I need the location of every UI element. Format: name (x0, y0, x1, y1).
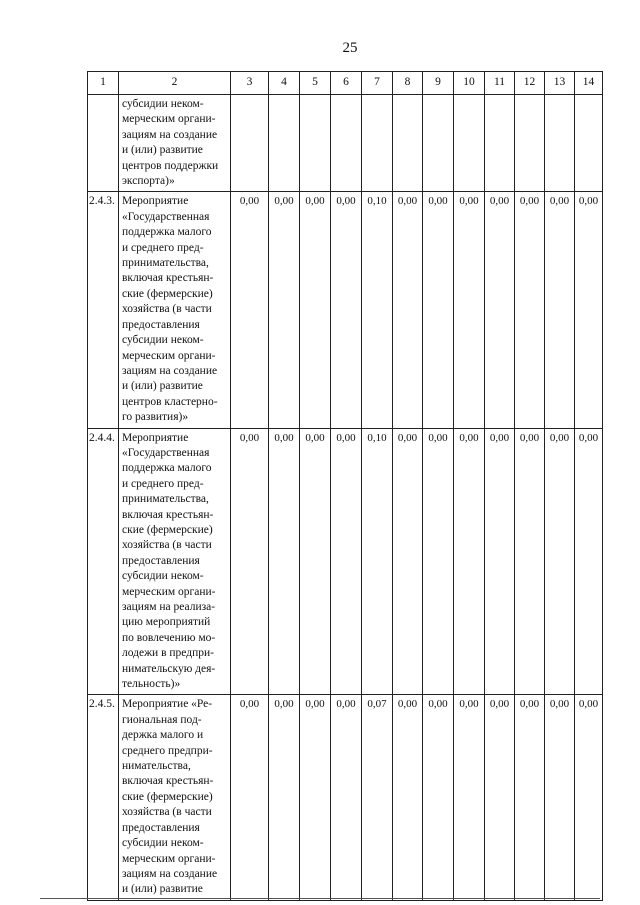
column-header: 9 (423, 72, 454, 95)
table-row (88, 695, 603, 900)
description-line: зациям на создание (122, 128, 218, 141)
budget-table (87, 71, 603, 901)
description-line: лодежи в предпри- (122, 647, 214, 660)
description-line: зациям на создание (122, 867, 218, 880)
value-cell: 0,00 (515, 192, 545, 428)
value-cell: 0,00 (515, 695, 545, 900)
value-cell (231, 95, 269, 192)
description-line: нимательскую дея- (122, 662, 216, 675)
value-cell: 0,00 (393, 192, 423, 428)
description-line: Мероприятие (122, 431, 189, 444)
description-line: держка малого и (122, 729, 204, 742)
value-cell: 0,07 (362, 695, 393, 900)
description-line: «Государственная (122, 210, 210, 223)
description-line: центров поддержки (122, 159, 219, 172)
description-line: ские (фермерские) (122, 790, 213, 803)
column-header: 14 (575, 72, 603, 95)
value-cell: 0,00 (575, 695, 603, 900)
description-line: Мероприятие «Ре- (122, 698, 213, 711)
value-cell: 0,00 (545, 428, 575, 695)
column-header: 5 (300, 72, 331, 95)
value-cell (362, 95, 393, 192)
value-cell: 0,00 (331, 192, 362, 428)
value-cell (485, 95, 515, 192)
table-header-row (88, 72, 603, 95)
value-cell: 0,00 (269, 695, 300, 900)
value-cell: 0,00 (485, 695, 515, 900)
description-line: го развития)» (122, 411, 189, 424)
description-line: зациям на реализа- (122, 601, 216, 613)
description-line: тельность)» (122, 678, 181, 691)
table-row (88, 192, 603, 428)
description-line: ские (фермерские) (122, 523, 213, 536)
description-line: и среднего пред- (122, 477, 204, 490)
value-cell: 0,00 (231, 428, 269, 695)
column-header: 12 (515, 72, 545, 95)
value-cell: 0,00 (300, 192, 331, 428)
value-cell (515, 95, 545, 192)
value-cell: 0,10 (362, 428, 393, 695)
description-line: мерческим органи- (122, 349, 216, 362)
description-line: нимательства, (122, 760, 191, 773)
value-cell: 0,00 (454, 428, 485, 695)
value-cell (575, 95, 603, 192)
value-cell: 0,00 (231, 695, 269, 900)
column-header: 3 (231, 72, 269, 95)
value-cell: 0,00 (269, 192, 300, 428)
description-line: мерческим органи- (122, 113, 216, 126)
description-line: предоставления (122, 318, 200, 331)
description-line: «Государственная (122, 446, 210, 459)
value-cell: 0,00 (485, 428, 515, 695)
value-cell (331, 95, 362, 192)
description-line: и (или) развитие (122, 144, 203, 157)
description-line: предоставления (122, 554, 200, 567)
value-cell: 0,00 (393, 428, 423, 695)
description-line: и (или) развитие (122, 883, 203, 896)
value-cell (393, 95, 423, 192)
description-line: поддержка малого (122, 462, 212, 475)
value-cell: 0,00 (423, 428, 454, 695)
value-cell (269, 95, 300, 192)
row-number: 2.4.4. (88, 428, 119, 695)
row-number: 2.4.3. (88, 192, 119, 428)
description-line: принимательства, (122, 493, 209, 506)
description-line: хозяйства (в части (122, 806, 212, 819)
description-line: мерческим органи- (122, 852, 216, 865)
column-header: 10 (454, 72, 485, 95)
row-description (119, 192, 231, 428)
description-line: центров кластерно- (122, 395, 218, 408)
description-line: хозяйства (в части (122, 303, 212, 316)
column-header: 6 (331, 72, 362, 95)
column-header: 7 (362, 72, 393, 95)
description-line: принимательства, (122, 257, 209, 270)
column-header: 4 (269, 72, 300, 95)
description-line: экспорта)» (122, 175, 175, 188)
value-cell: 0,00 (269, 428, 300, 695)
description-line: включая крестьян- (122, 508, 214, 521)
row-description (119, 428, 231, 695)
value-cell: 0,00 (423, 192, 454, 428)
description-line: ские (фермерские) (122, 287, 213, 300)
page-number: 25 (342, 40, 358, 56)
value-cell (454, 95, 485, 192)
row-description (119, 95, 231, 192)
description-line: хозяйства (в части (122, 539, 212, 552)
value-cell: 0,00 (575, 192, 603, 428)
value-cell: 0,00 (545, 192, 575, 428)
value-cell: 0,00 (423, 695, 454, 900)
description-line: субсидии неком- (122, 98, 204, 110)
column-header: 2 (119, 72, 231, 95)
value-cell: 0,10 (362, 192, 393, 428)
row-description (119, 695, 231, 900)
value-cell (300, 95, 331, 192)
description-line: включая крестьян- (122, 775, 214, 788)
value-cell: 0,00 (545, 695, 575, 900)
value-cell: 0,00 (300, 695, 331, 900)
description-line: субсидии неком- (122, 837, 204, 850)
description-line: субсидии неком- (122, 570, 204, 583)
value-cell: 0,00 (300, 428, 331, 695)
description-line: по вовлечению мо- (122, 631, 216, 644)
description-line: среднего предпри- (122, 744, 213, 757)
value-cell: 0,00 (331, 695, 362, 900)
value-cell: 0,00 (231, 192, 269, 428)
column-header: 13 (545, 72, 575, 95)
description-line: Мероприятие (122, 195, 189, 208)
description-line: субсидии неком- (122, 334, 204, 347)
description-line: предоставления (122, 821, 200, 834)
column-header: 8 (393, 72, 423, 95)
page-bottom-rule (40, 898, 600, 899)
column-header: 1 (88, 72, 119, 95)
value-cell (423, 95, 454, 192)
value-cell (545, 95, 575, 192)
table-row (88, 95, 603, 192)
column-header: 11 (485, 72, 515, 95)
description-line: цию мероприятий (122, 616, 211, 629)
row-number (88, 95, 119, 192)
value-cell: 0,00 (575, 428, 603, 695)
value-cell: 0,00 (331, 428, 362, 695)
value-cell: 0,00 (454, 695, 485, 900)
description-line: мерческим органи- (122, 585, 216, 598)
description-line: и (или) развитие (122, 380, 203, 393)
description-line: поддержка малого (122, 226, 212, 239)
value-cell: 0,00 (393, 695, 423, 900)
table-row (88, 428, 603, 695)
description-line: и среднего пред- (122, 241, 204, 254)
value-cell: 0,00 (515, 428, 545, 695)
description-line: включая крестьян- (122, 272, 214, 285)
value-cell: 0,00 (454, 192, 485, 428)
value-cell: 0,00 (485, 192, 515, 428)
description-line: гиональная под- (122, 713, 202, 726)
row-number: 2.4.5. (88, 695, 119, 900)
description-line: зациям на создание (122, 364, 218, 377)
